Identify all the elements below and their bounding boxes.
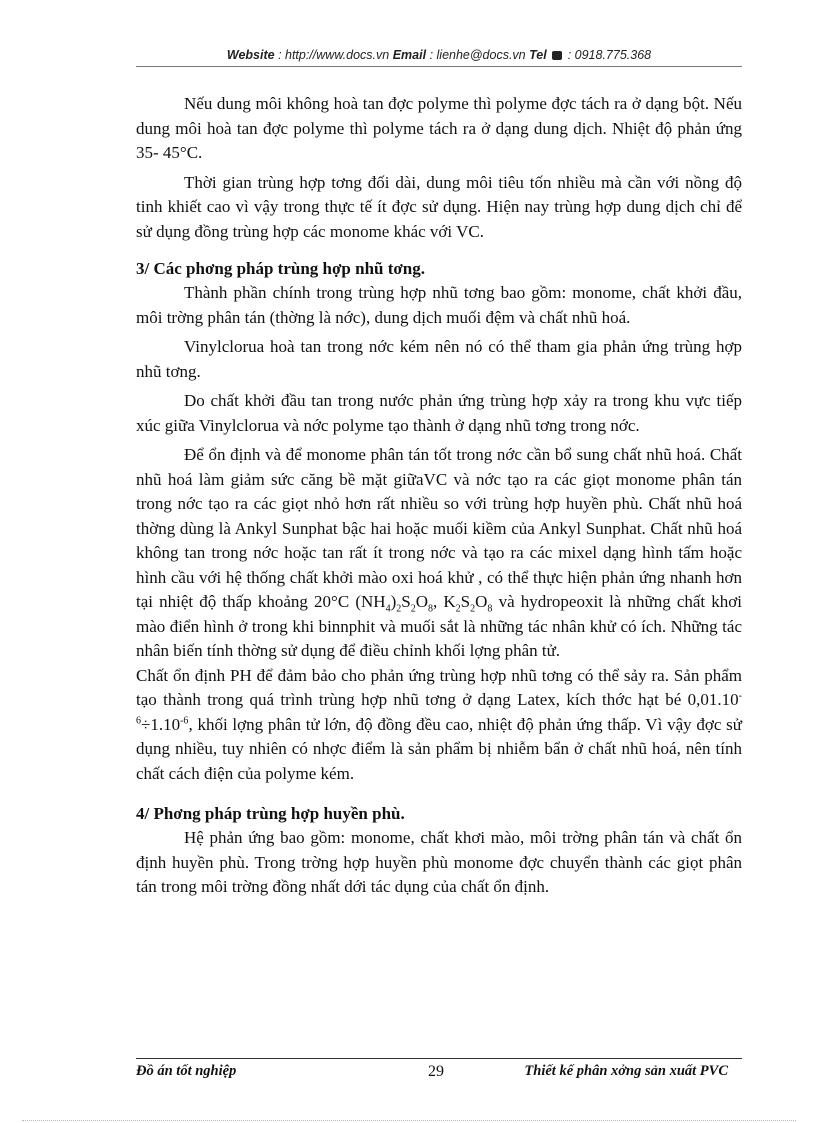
exponent-2: -6 [180, 714, 189, 726]
paragraph-3: Thành phần chính trong trùng hợp nhũ tơng bao gồm: monome, chất khởi đầu, môi trờng phân tán (thờng là nớc), dung dịch muối đệm và chất nhũ hoá. [136, 283, 742, 327]
section-heading-4: 4/ Phơng pháp trùng hợp huyền phù. [136, 804, 405, 823]
exponent-1: -6 [136, 690, 742, 726]
paragraph-6-text: Để ổn định và để monome phân tán tốt trong nớc cần bổ sung chất nhũ hoá. Chất nhũ hoá làm giảm sức căng bề mặt giữaVC và nớc tạo ra các giọt monome phân tán trong nớc tạo ra các giọt nhỏ hơn rất nhiều so với trùng hợp huyền phù. Chất nhũ hoá thờng dùng là Ankyl Sunphat bậc hai hoặc muối kiềm của Ankyl Sunphat. Chất nhũ hoá không tan trong nớc hoặc tan rất ít trong nớc và tạo ra các mixel dạng hình tấm hoặc hình cầu với hệ thống chất khởi mào oxi hoá khử , có thể thực hiện phản ứng nhanh hơn tại nhiệt độ thấp khoảng 20°C [136, 445, 742, 611]
footer-right-title: Thiết kế phân xởng sản xuất PVC [524, 1063, 728, 1079]
paragraph-4: Vinylclorua hoà tan trong nớc kém nên nó có thể tham gia phản ứng trùng hợp nhũ tơng. [136, 337, 742, 381]
telephone-icon [552, 51, 562, 60]
paragraph-7-text: Chất ổn định PH để đảm bảo cho phản ứng trùng hợp nhũ tơng có thể sảy ra. Sản phẩm tạo thành trong quá trình trùng hợp nhũ tơng ở dạng Latex, kích thớc hạt bé 0,01.10 [136, 665, 742, 709]
tel-label: Tel [529, 48, 547, 62]
paragraph-6 [136, 443, 742, 664]
page-number: 29 [428, 1063, 444, 1080]
paragraph-7 [136, 664, 742, 787]
paragraph-8: Hệ phản ứng bao gồm: monome, chất khơi mào, môi trờng phân tán và chất ổn định huyền phù. Trong trờng hợp huyền phù monome đợc chuyển thành các giọt phân tán trong môi trờng đồng nhất dới tác dụng của chất ổn định. [136, 828, 742, 896]
formula-potassium-persulfate: $K_2S_2O_8$ [443, 592, 493, 615]
paragraph-7-mid: ÷1.10 [141, 714, 181, 734]
section-heading-3: 3/ Các phơng pháp trùng hợp nhũ tơng. [136, 259, 426, 278]
website-value: : http://www.docs.vn [278, 48, 390, 62]
website-label: Website [226, 48, 275, 62]
paragraph-6-tail: và hydropeoxit là những chất khơi mào điển hình ở trong khi binnphit và muối sắt là những tác nhân khử có ích. Những tác nhân biến tính thờng sử dụng để điều chỉnh khối lợng phân tử. [136, 592, 743, 660]
formula-separator: , [432, 592, 444, 611]
bottom-dotted-rule [22, 1120, 796, 1121]
page-header [136, 48, 742, 67]
email-label: Email [392, 48, 427, 62]
email-value: : lienhe@docs.vn [429, 48, 526, 62]
paragraph-5: Do chất khởi đầu tan trong nước phản ứng trùng hợp xảy ra trong khu vực tiếp xúc giữa Vinylclorua và nớc polyme tạo thành ở dạng nhũ tơng trong nớc. [136, 391, 742, 435]
paragraph-2: Thời gian trùng hợp tơng đối dài, dung môi tiêu tốn nhiều mà cần với nồng độ tinh khiết cao vì vậy trong thực tế ít đợc sử dụng. Hiện nay trùng hợp dung dịch chỉ để sử dụng đồng trùng hợp các monome khác với VC. [136, 172, 742, 241]
page-body [136, 92, 742, 900]
footer-left-title: Đồ án tốt nghiệp [136, 1063, 237, 1079]
formula-ammonium-persulfate: $(NH_4)_2S_2O_8$ [355, 592, 433, 615]
page-footer [136, 1058, 742, 1081]
tel-value: : 0918.775.368 [567, 48, 652, 62]
paragraph-1: Nếu dung môi không hoà tan đợc polyme thì polyme đợc tách ra ở dạng bột. Nếu dung môi hoà tan đợc polyme thì polyme tách ra ở dạng dung dịch. Nhiệt độ phản ứng 35- 45°C. [136, 94, 742, 162]
paragraph-7-tail: , khối lợng phân tử lớn, độ đồng đều cao, nhiệt độ phản ứng thấp. Vì vậy đợc sử dụng nhiều, tuy nhiên có nhợc điểm là sản phẩm bị nhiễm bẩn ở chất nhũ hoá, nên tính chất cách điện của polyme kém. [136, 714, 742, 783]
